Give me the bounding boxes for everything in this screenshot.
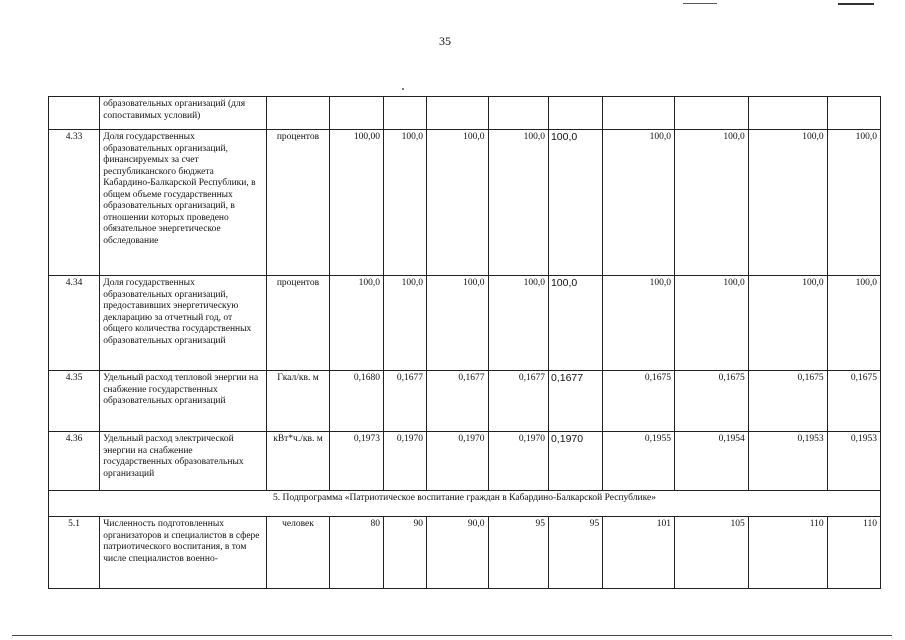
- value-cell: 80: [329, 517, 383, 589]
- unit-cell: процентов: [267, 130, 330, 276]
- value-cell: 0,1675: [674, 371, 748, 432]
- table-row: [49, 517, 881, 589]
- row-number: 4.33: [49, 130, 100, 276]
- value-cell: 90,0: [427, 517, 488, 589]
- value-cell: 100,0: [548, 130, 602, 276]
- value-cell: [827, 97, 880, 130]
- value-cell: 100,0: [827, 130, 880, 276]
- value-cell: 0,1970: [488, 432, 548, 491]
- indicator-name: Численность подготовленных организаторов и специалистов в сфере патриотического воспитания, в том числе специалистов военно-: [100, 517, 267, 589]
- value-cell: 0,1675: [748, 371, 827, 432]
- value-cell: 0,1953: [748, 432, 827, 491]
- unit-cell: процентов: [267, 276, 330, 371]
- value-cell: 100,0: [548, 276, 602, 371]
- value-cell: 95: [548, 517, 602, 589]
- value-cell: 0,1970: [548, 432, 602, 491]
- scan-speck: [402, 88, 404, 90]
- indicators-table: [48, 96, 881, 589]
- value-cell: 0,1955: [603, 432, 675, 491]
- table-row: [49, 432, 881, 491]
- value-cell: 100,0: [603, 130, 675, 276]
- value-cell: [674, 97, 748, 130]
- value-cell: 0,1675: [603, 371, 675, 432]
- value-cell: 0,1970: [384, 432, 427, 491]
- value-cell: 105: [674, 517, 748, 589]
- row-number: 5.1: [49, 517, 100, 589]
- row-number: [49, 97, 100, 130]
- section-row: [49, 491, 881, 517]
- value-cell: 100,0: [488, 276, 548, 371]
- value-cell: 100,0: [488, 130, 548, 276]
- value-cell: 0,1953: [827, 432, 880, 491]
- value-cell: 100,0: [748, 130, 827, 276]
- table-row: [49, 97, 881, 130]
- value-cell: 100,0: [603, 276, 675, 371]
- section-title: 5. Подпрограмма «Патриотическое воспитание граждан в Кабардино-Балкарской Республике»: [49, 491, 881, 517]
- value-cell: [548, 97, 602, 130]
- header-rule-right: [838, 3, 874, 5]
- value-cell: 0,1677: [488, 371, 548, 432]
- value-cell: [603, 97, 675, 130]
- value-cell: 110: [827, 517, 880, 589]
- table-row: [49, 276, 881, 371]
- indicator-name: Удельный расход электрической энергии на снабжение государственных образовательных организаций: [100, 432, 267, 491]
- value-cell: 0,1973: [329, 432, 383, 491]
- table-row: [49, 130, 881, 276]
- value-cell: 100,00: [329, 130, 383, 276]
- indicator-name: образовательных организаций (для сопоставимых условий): [100, 97, 267, 130]
- value-cell: [384, 97, 427, 130]
- value-cell: [488, 97, 548, 130]
- value-cell: 100,0: [827, 276, 880, 371]
- value-cell: [427, 97, 488, 130]
- value-cell: 0,1677: [548, 371, 602, 432]
- value-cell: 100,0: [427, 276, 488, 371]
- indicator-name: Удельный расход тепловой энергии на снабжение государственных образовательных организаций: [100, 371, 267, 432]
- unit-cell: человек: [267, 517, 330, 589]
- row-number: 4.36: [49, 432, 100, 491]
- value-cell: 0,1680: [329, 371, 383, 432]
- value-cell: 0,1954: [674, 432, 748, 491]
- value-cell: 0,1677: [384, 371, 427, 432]
- value-cell: 101: [603, 517, 675, 589]
- value-cell: 100,0: [748, 276, 827, 371]
- page-number: 35: [439, 34, 451, 48]
- value-cell: 100,0: [674, 130, 748, 276]
- value-cell: 0,1677: [427, 371, 488, 432]
- value-cell: 0,1970: [427, 432, 488, 491]
- indicator-name: Доля государственных образовательных организаций, финансируемых за счет республиканского бюджета Кабардино-Балкарской Республики, в общем объеме государственных образовательных организаций, в отношении которых проведено обязательное энергетическое обследование: [100, 130, 267, 276]
- value-cell: [329, 97, 383, 130]
- unit-cell: Гкал/кв. м: [267, 371, 330, 432]
- value-cell: [748, 97, 827, 130]
- row-number: 4.35: [49, 371, 100, 432]
- unit-cell: кВт*ч./кв. м: [267, 432, 330, 491]
- value-cell: 100,0: [427, 130, 488, 276]
- header-rule-left: [683, 3, 717, 4]
- value-cell: 0,1675: [827, 371, 880, 432]
- footer-rule: [12, 635, 892, 636]
- unit-cell: [267, 97, 330, 130]
- value-cell: 100,0: [674, 276, 748, 371]
- row-number: 4.34: [49, 276, 100, 371]
- value-cell: 90: [384, 517, 427, 589]
- indicator-name: Доля государственных образовательных организаций, предоставивших энергетическую декларацию за отчетный год, от общего количества государственных образовательных организаций: [100, 276, 267, 371]
- table-row: [49, 371, 881, 432]
- value-cell: 95: [488, 517, 548, 589]
- value-cell: 100,0: [384, 130, 427, 276]
- value-cell: 100,0: [329, 276, 383, 371]
- value-cell: 100,0: [384, 276, 427, 371]
- value-cell: 110: [748, 517, 827, 589]
